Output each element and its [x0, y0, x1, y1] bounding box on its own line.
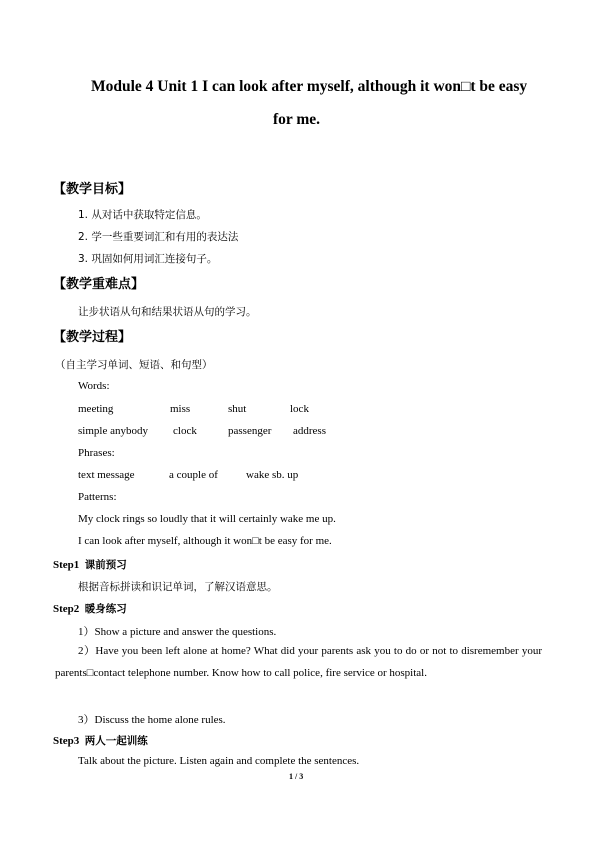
word-item: shut — [228, 403, 247, 415]
word-item: lock — [290, 403, 309, 415]
words-label: Words: — [78, 380, 110, 392]
step2-title: 暖身练习 — [84, 603, 127, 615]
objective-item: 3. 巩固如何用词汇连接句子。 — [78, 253, 218, 265]
pattern-sentence: I can look after myself, although it won□t be easy for me. — [78, 535, 332, 547]
word-item: miss — [170, 403, 191, 415]
step2-item: 3）Discuss the home alone rules. — [78, 714, 226, 726]
phrase-item: text message — [78, 469, 135, 481]
phrase-item: a couple of — [169, 469, 218, 481]
step1-label: Step1 — [53, 559, 80, 571]
step2-paragraph: 2）Have you been left alone at home? What did your parents ask you to do or not to disremember your parents□contact telephone number. Know how to call police, fire service or hospital. — [55, 645, 542, 679]
step3-title: 两人一起训练 — [84, 735, 148, 747]
step2-item: 1）Show a picture and answer the questions. — [78, 626, 277, 638]
objective-item: 1. 从对话中获取特定信息。 — [78, 209, 207, 221]
page-number: 1 / 3 — [289, 772, 304, 781]
word-item: passenger — [228, 425, 272, 437]
word-item: address — [293, 425, 326, 437]
word-item: simple anybody — [78, 425, 148, 437]
document-title-line2: for me. — [273, 111, 321, 128]
step1-title: 课前预习 — [84, 559, 127, 571]
word-item: clock — [173, 425, 197, 437]
word-item: meeting — [78, 403, 114, 415]
phrases-label: Phrases: — [78, 447, 115, 459]
patterns-label: Patterns: — [78, 491, 117, 503]
document-title-line1: Module 4 Unit 1 I can look after myself, although it won□t be easy — [91, 78, 528, 95]
step2-label: Step2 — [53, 603, 80, 615]
step1-heading — [53, 557, 127, 572]
key-points-heading: 【教学重难点】 — [53, 277, 145, 292]
step3-text: Talk about the picture. Listen again and complete the sentences. — [78, 755, 360, 767]
self-study-note: （自主学习单词、短语、和句型） — [55, 359, 213, 371]
step3-heading — [53, 733, 148, 748]
process-heading: 【教学过程】 — [53, 330, 132, 345]
step1-text: 根据音标拼读和识记单词，了解汉语意思。 — [78, 581, 278, 593]
step3-label: Step3 — [53, 735, 80, 747]
pattern-sentence: My clock rings so loudly that it will certainly wake me up. — [78, 513, 336, 525]
key-points-text: 让步状语从句和结果状语从句的学习。 — [78, 306, 257, 318]
step2-heading — [53, 601, 127, 616]
objective-item: 2. 学一些重要词汇和有用的表达法 — [78, 231, 239, 243]
objectives-heading: 【教学目标】 — [53, 182, 132, 197]
phrase-item: wake sb. up — [246, 469, 299, 481]
